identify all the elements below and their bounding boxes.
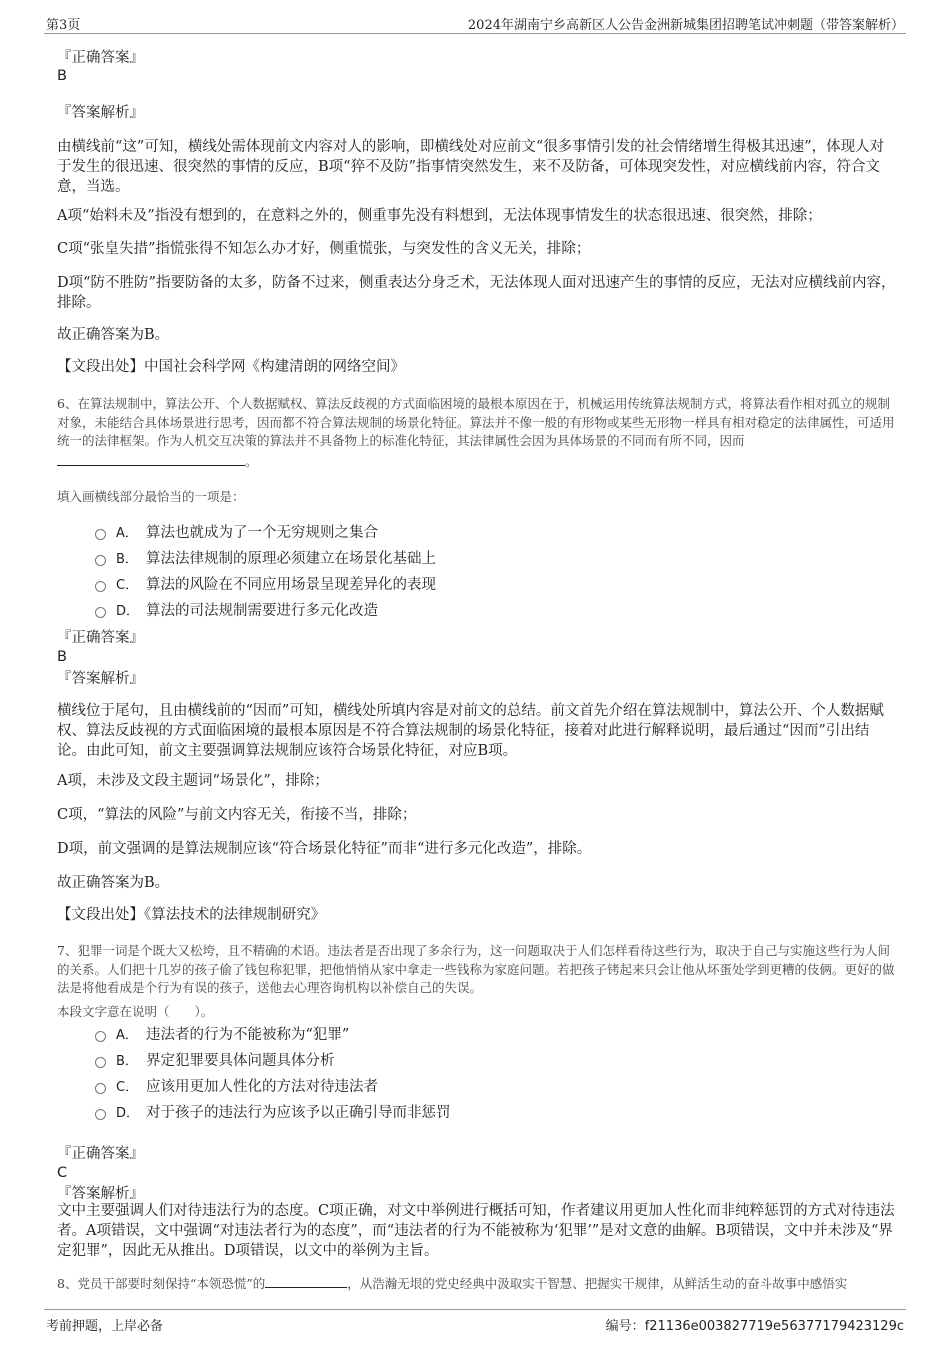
q7-answer-label: 『正确答案』	[57, 1146, 144, 1162]
q7-stem: 7、犯罪一词是个既大又松垮，且不精确的术语。违法者是否出现了多余行为，这一问题取决于人们怎样看待这些行为，取决于自己与实施这些行为人间的关系。人们把十几岁的孩子偷了钱包称犯罪，把他悄悄从家中拿走一些钱称为家庭问题。若把孩子铐起来只会让他从坏蛋处学到更糟的伎俩。更好的做法是将他看成是个行为有误的孩子，送他去心理咨询机构以补偿自己的失误。	[57, 943, 895, 995]
q6-stem-text: 6、在算法规制中，算法公开、个人数据赋权、算法反歧视的方式面临困境的最根本原因在于，机械运用传统算法规制方式，将算法看作相对孤立的规制对象，未能结合具体场景进行思考，因而都不符合算法规制的场景化特征。算法并不像一般的有形物或某些无形物一样具有相对稳定的法律属性，可适用统一的法律框架。作为人机交互决策的算法并不具备物上的标准化特征，其法律属性会因为具体场景的不同而有所不同，因而	[57, 396, 895, 448]
option-letter: B．	[116, 552, 138, 567]
q6-analysis-d: D项，前文强调的是算法规制应该“符合场景化特征”而非“进行多元化改造”，排除。	[57, 841, 592, 857]
q5-conclusion: 故正确答案为B。	[57, 327, 170, 343]
q5-analysis-d: D项“防不胜防”指要防备的太多，防备不过来，侧重表达分身乏术，无法体现人面对迅速产生的事情的反应，无法对应横线前内容，排除。	[57, 275, 896, 311]
q6-option-d[interactable]	[95, 601, 378, 622]
q6-conclusion: 故正确答案为B。	[57, 875, 170, 891]
q6-analysis-main: 横线位于尾句，且由横线前的“因而”可知，横线处所填内容是对前文的总结。前文首先介绍在算法规制中，算法公开、个人数据赋权、算法反歧视的方式面临困境的最根本原因是不符合算法规制的场景化特征，接着对此进行解释说明，最后通过“因而”引出结论。由此可知，前文主要强调算法规制应该符合场景化特征，对应B项。	[57, 703, 884, 759]
radio-icon[interactable]	[95, 1083, 106, 1094]
q7-option-c[interactable]	[95, 1077, 378, 1098]
q6-analysis-a: A项，未涉及文段主题词“场景化”，排除；	[57, 773, 329, 789]
q6-option-a[interactable]	[95, 523, 378, 544]
q5-analysis-label: 『答案解析』	[57, 105, 144, 121]
q6-analysis-label: 『答案解析』	[57, 671, 144, 687]
option-text: 算法的风险在不同应用场景呈现差异化的表现	[146, 577, 436, 593]
q6-option-c[interactable]	[95, 575, 436, 596]
q6-blank	[57, 451, 245, 466]
q6-answer-label: 『正确答案』	[57, 630, 144, 646]
option-letter: A．	[116, 1028, 138, 1043]
page-footer	[0, 1305, 950, 1345]
radio-icon[interactable]	[95, 1057, 106, 1068]
footer-slogan: 考前押题，上岸必备	[46, 1319, 164, 1334]
option-letter: D．	[116, 604, 140, 619]
code-label: 编号：	[605, 1319, 645, 1334]
header-divider	[44, 33, 906, 34]
q6-prompt: 填入画横线部分最恰当的一项是：	[57, 489, 245, 504]
q7-option-d[interactable]	[95, 1103, 451, 1124]
q5-analysis-c: C项“张皇失措”指慌张得不知怎么办才好，侧重慌张，与突发性的含义无关，排除；	[57, 241, 591, 257]
radio-icon[interactable]	[95, 1031, 106, 1042]
footer-divider	[44, 1309, 906, 1310]
option-text: 界定犯罪要具体问题具体分析	[146, 1053, 335, 1069]
q7-option-b[interactable]	[95, 1051, 335, 1072]
q6-answer: B	[57, 649, 67, 665]
option-text: 算法也就成为了一个无穷规则之集合	[146, 525, 378, 541]
q8-stem	[57, 1273, 899, 1294]
q7-analysis-main: 文中主要强调人们对待违法行为的态度。C项正确，对文中举例进行概括可知，作者建议用更加人性化而非纯粹惩罚的方式对待违法者。A项错误，文中强调“对违法者行为的态度”，而“违法者的行为不能被称为‘犯罪’”是对文意的曲解。B项错误，文中并未涉及“界定犯罪”，因此无从推出。D项错误，以文中的举例为主旨。	[57, 1203, 895, 1259]
page-number: 第3页	[46, 18, 81, 33]
q8-stem-rest: ，从浩瀚无垠的党史经典中汲取实干智慧、把握实干规律，从鲜活生动的奋斗故事中感悟实	[347, 1276, 848, 1291]
radio-icon[interactable]	[95, 555, 106, 566]
q5-answer-label: 『正确答案』	[57, 50, 144, 66]
option-letter: C．	[116, 1080, 139, 1095]
radio-icon[interactable]	[95, 1109, 106, 1120]
code-value: f21136e003827719e56377179423129c	[644, 1319, 904, 1334]
option-letter: A．	[116, 526, 138, 541]
q6-source: 【文段出处】《算法技术的法律规制研究》	[57, 907, 326, 923]
q6-option-b[interactable]	[95, 549, 436, 570]
option-text: 违法者的行为不能被称为“犯罪”	[146, 1027, 350, 1043]
option-text: 应该用更加人性化的方法对待违法者	[146, 1079, 378, 1095]
q6-stem-end: 。	[245, 453, 258, 469]
q8-stem-start: 8、党员干部要时刻保持“本领恐慌”的	[57, 1276, 266, 1291]
q5-answer: B	[57, 68, 67, 84]
radio-icon[interactable]	[95, 607, 106, 618]
radio-icon[interactable]	[95, 529, 106, 540]
q7-prompt: 本段文字意在说明（ ）。	[57, 1004, 214, 1019]
q6-analysis-c: C项，“算法的风险”与前文内容无关，衔接不当，排除；	[57, 807, 417, 823]
q5-analysis-main: 由横线前“这”可知，横线处需体现前文内容对人的影响，即横线处对应前文“很多事情引发的社会情绪增生得极其迅速”，体现人对于发生的很迅速、很突然的事情的反应，B项“猝不及防”指事情突然发生，来不及防备，可体现突发性，对应横线前内容，符合文意，当选。	[57, 139, 885, 195]
q6-stem	[57, 395, 899, 471]
option-letter: B．	[116, 1054, 138, 1069]
radio-icon[interactable]	[95, 581, 106, 592]
q7-answer: C	[57, 1165, 68, 1181]
q5-source: 【文段出处】中国社会科学网《构建清朗的网络空间》	[57, 359, 405, 375]
q7-option-a[interactable]	[95, 1025, 349, 1046]
document-title: 2024年湖南宁乡高新区人公告金洲新城集团招聘笔试冲刺题（带答案解析）	[467, 18, 904, 33]
option-text: 算法的司法规制需要进行多元化改造	[146, 603, 378, 619]
q5-analysis-a: A项“始料未及”指没有想到的，在意料之外的，侧重事先没有料想到，无法体现事情发生的状态很迅速、很突然，排除；	[57, 208, 822, 224]
document-code	[606, 1315, 904, 1334]
page-header	[0, 0, 950, 34]
option-letter: C．	[116, 578, 139, 593]
option-letter: D．	[116, 1106, 140, 1121]
option-text: 算法法律规制的原理必须建立在场景化基础上	[146, 551, 436, 567]
q8-blank	[265, 1273, 347, 1288]
q7-analysis-label: 『答案解析』	[57, 1186, 144, 1202]
option-text: 对于孩子的违法行为应该予以正确引导而非惩罚	[146, 1105, 451, 1121]
